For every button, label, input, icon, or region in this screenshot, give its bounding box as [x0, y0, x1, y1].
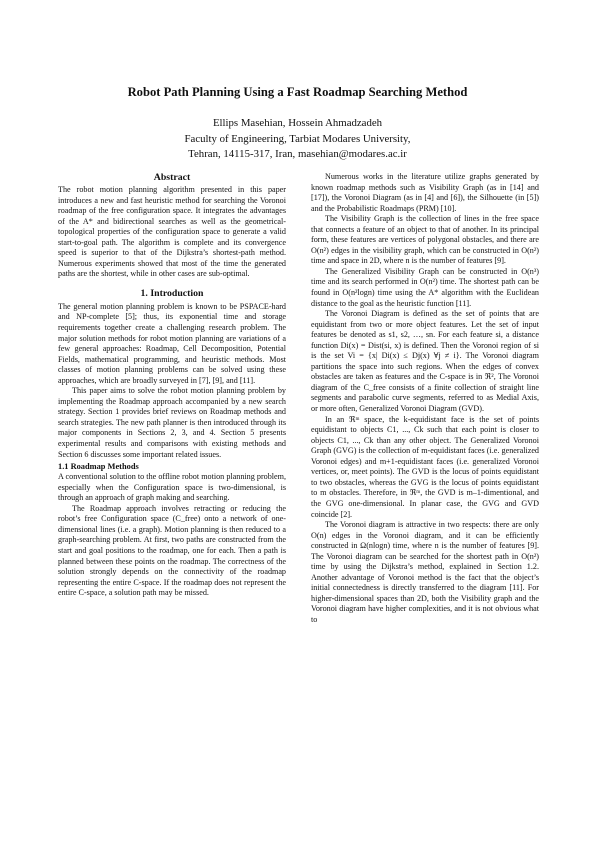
equidistant-face-paragraph: In an ℜᵐ space, the k-equidistant face is the set of points equidistant to objects C1, ..., Ck such that each point is closer to objects C1, ..., Ck than any other object. The Generalized Voronoi Graph (GVG) is the collection of m-equidistant faces (i.e. generalized Voronoi edges) and m+1-equidistant faces (i.e. generalized Voronoi vertices, or, meet points). The GVD is the locus of points equidistant to two obstacles, whereas the GVG is the locus of points equidistant to m obstacles. Therefore, in ℜᵐ, the GVD is m–1-dimentional, and the GVG one-dimensional. In planar case, the GVG and GVD coincide [2].	[311, 414, 539, 519]
left-column	[58, 172, 286, 599]
roadmap-methods-heading: 1.1 Roadmap Methods	[58, 462, 139, 472]
author-block	[60, 116, 535, 163]
author-address: Tehran, 14115-317, Iran, masehian@modares.ac.ir	[188, 148, 407, 160]
roadmap-paragraph-2: The Roadmap approach involves retracting or reducing the robot’s free Configuration space (C_free) onto a network of one-dimensional lines (i.e. a graph). Motion planning is then reduced to a graph-searching problem. At first, two paths are constructed from the start and goal positions to the roadmap, one for each. Then a path is planned between these points on the roadmap. The correctness of the solution strongly depends on the connectivity of the roadmap representing the entire C-space. If the roadmap does not represent the entire C-space, a solution path may be missed.	[58, 503, 286, 598]
intro-paragraph-1: The general motion planning problem is known to be PSPACE-hard and NP-complete [5]; thus, its exponential time and storage requirements together create a challenging research problem. The major solution methods for robot motion planning are variations of a few general approaches: Roadmap, Cell Decomposition, Potential Fields, mathematical programming, and heuristic methods. Most classes of motion planning problems can be solved using these approaches, which are broadly surveyed in [7], [9], and [11].	[58, 301, 286, 385]
voronoi-diagram-paragraph: The Voronoi Diagram is defined as the set of points that are equidistant from two or more object features. Let the set of input features be denoted as s1, s2, …, sn. For each feature si, a distance function Di(x) = Dist(si, x) is defined. Then the Voronoi region of si is the set Vi = {x| Di(x) ≤ Dj(x) ∀j ≠ i}. The Voronoi diagram partitions the space into such regions. When the edges of convex obstacles are taken as features and the C-space is in ℜ², The Voronoi diagram of the C_free consists of a finite collection of straight line segments and parabolic curve segments, referred to as Medial Axis, or more often, Generalized Voronoi Diagram (GVD).	[311, 309, 539, 414]
introduction-heading: 1. Introduction	[140, 287, 204, 299]
generalized-visibility-paragraph: The Generalized Visibility Graph can be constructed in O(n³) time and its search performed in O(n²) time. The shortest path can be found in O(n²logn) time using the A* algorithm with the Euclidean distance to the goal as the heuristic function [11].	[311, 266, 539, 308]
voronoi-advantages-paragraph: The Voronoi diagram is attractive in two respects: there are only O(n) edges in the Voronoi diagram, and it can be efficiently constructed in Ω(nlogn) time, where n is the number of features [9]. The Voronoi diagram can be searched for the shortest path in O(n²) time by using the Dijkstra’s method, explained in Section 1.2. Another advantage of Voronoi method is the fact that the object’s initial connectedness is directly transferred to the diagram [11]. For higher-dimensional spaces than 2D, both the Visibility graph and the Voronoi diagram have higher complexities, and it is not obvious what to	[311, 520, 539, 624]
paper-title: Robot Path Planning Using a Fast Roadmap Searching Method	[127, 85, 468, 99]
roadmap-paragraph-1: A conventional solution to the offline robot motion planning problem, especially when the Configuration space is two-dimensional, is through an approach of graph making and searching.	[58, 472, 286, 503]
author-names: Ellips Masehian, Hossein Ahmadzadeh	[212, 117, 383, 129]
visibility-graph-paragraph: The Visibility Graph is the collection of lines in the free space that connects a feature of an object to that of another. In its principal form, these features are vertices of polygonal obstacles, and there are O(n²) edges in the visibility graph, which can be constructed in O(n²) time and space in 2D, where n is the number of features [9].	[311, 214, 539, 266]
right-column	[311, 172, 539, 626]
right-paragraph-1: Numerous works in the literature utilize graphs generated by known roadmap methods such as Visibility Graph (as in [14] and [17]), the Voronoi Diagram (as in [4] and [6]), the Silhouette (in [5]) and the Probabilistic Roadmaps (PRM) [10].	[311, 172, 539, 213]
author-affiliation: Faculty of Engineering, Tarbiat Modares University,	[184, 132, 411, 145]
abstract-text: The robot motion planning algorithm presented in this paper introduces a new and fast heuristic method for searching the Voronoi roadmap of the free configuration space. It integrates the advantages of the A* and bidirectional searches as well as the geometrical-topological properties of the configuration space to generate a valid start-to-goal path. The algorithm is complete and its convergence speed is superior to that of the Dijkstra’s shortest-path method. Numerous experiments showed that most of the time the generated paths are the shortest, while in other cases are sub-optimal.	[58, 185, 286, 279]
intro-paragraph-2: This paper aims to solve the robot motion planning problem by implementing the Roadmap approach accompanied by a new search strategy. Section 1 provides brief reviews on Roadmap methods and search strategies. The new path planner is then introduced through its major components in Sections 2, 3, and 4. Section 5 presents experimental results and comparisons with existing methods and Section 6 discusses some important related issues.	[58, 386, 286, 459]
abstract-heading: Abstract	[153, 172, 191, 183]
